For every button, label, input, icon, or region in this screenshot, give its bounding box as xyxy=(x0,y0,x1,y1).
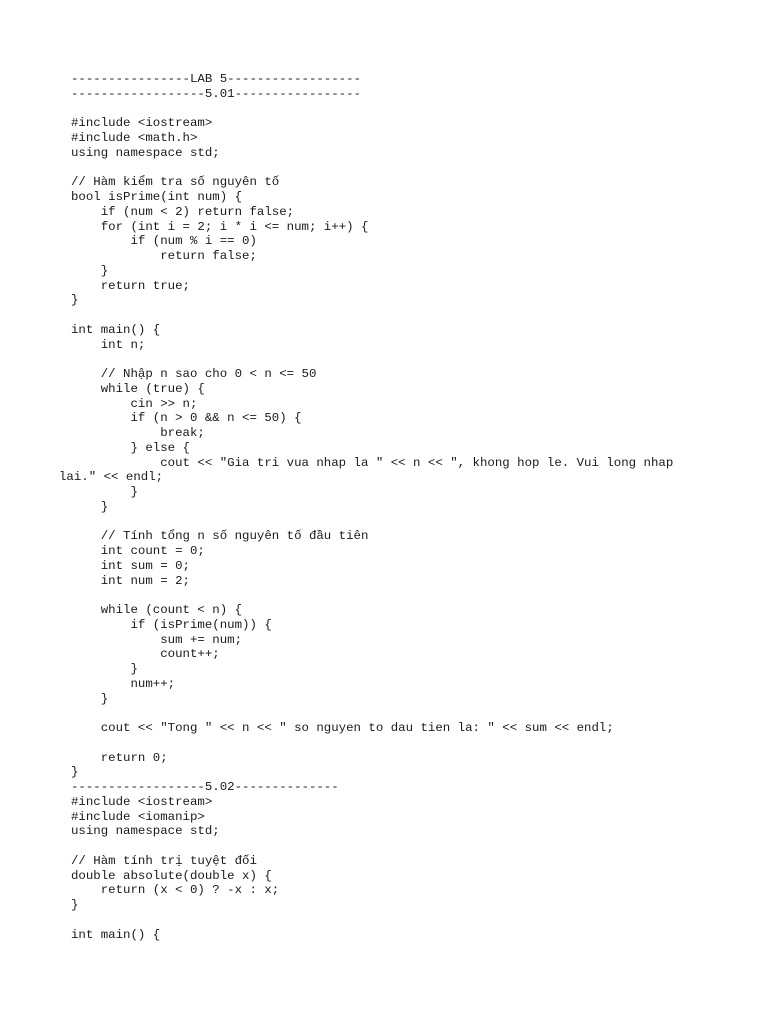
code-line: break; xyxy=(71,426,205,440)
code-line: if (num < 2) return false; xyxy=(71,204,295,219)
code-line: #include <math.h> xyxy=(71,131,198,145)
code-line: // Tính tổng n số nguyên tố đầu tiên xyxy=(71,529,369,544)
code-line: double absolute(double x) { xyxy=(71,868,272,883)
code-line: while (true) { xyxy=(71,381,205,396)
code-line: } xyxy=(71,898,79,912)
code-line: cout << "Gia tri vua nhap la " << n << ", khong hop le. Vui long nhap xyxy=(71,455,674,470)
code-line xyxy=(71,308,673,323)
code-line xyxy=(71,515,673,530)
code-line: using namespace std; xyxy=(71,145,220,160)
code-line: return true; xyxy=(71,278,190,293)
code-line xyxy=(71,706,673,721)
code-line: // Hàm tính trị tuyệt đối xyxy=(71,853,257,868)
code-line: #include <iostream> xyxy=(71,794,213,809)
code-line: int main() { xyxy=(71,322,161,337)
code-line: for (int i = 2; i * i <= num; i++) { xyxy=(71,219,369,234)
code-line: } xyxy=(71,499,109,514)
code-listing xyxy=(59,72,674,942)
code-line xyxy=(71,102,673,117)
code-line xyxy=(71,161,673,176)
code-line: } else { xyxy=(71,440,190,455)
code-line: // Hàm kiểm tra số nguyên tố xyxy=(71,175,280,190)
code-line: } xyxy=(71,293,79,308)
code-line: num++; xyxy=(71,676,176,691)
code-line xyxy=(71,913,673,928)
code-line: bool isPrime(int num) { xyxy=(71,190,243,204)
code-line: } xyxy=(71,485,138,499)
code-line: while (count < n) { xyxy=(71,603,243,617)
code-line: int sum = 0; xyxy=(71,558,190,573)
code-line: } xyxy=(71,662,138,676)
code-line: return 0; xyxy=(71,750,168,765)
code-line: lai." << endl; xyxy=(59,470,164,485)
code-line: if (isPrime(num)) { xyxy=(71,617,272,632)
code-line: } xyxy=(71,691,109,706)
code-line: cout << "Tong " << n << " so nguyen to dau tien la: " << sum << endl; xyxy=(71,721,614,735)
code-line xyxy=(71,588,673,603)
code-line: return false; xyxy=(71,249,257,263)
code-line xyxy=(71,352,673,367)
code-line: int n; xyxy=(71,337,146,352)
code-line xyxy=(71,839,673,854)
code-line: ----------------LAB 5------------------ xyxy=(71,72,361,86)
code-line: count++; xyxy=(71,647,220,662)
code-line: if (num % i == 0) xyxy=(71,234,257,249)
code-line: if (n > 0 && n <= 50) { xyxy=(71,411,302,426)
code-line: cin >> n; xyxy=(71,396,198,411)
code-line: // Nhập n sao cho 0 < n <= 50 xyxy=(71,367,317,381)
code-line: } xyxy=(71,263,109,278)
code-line: int num = 2; xyxy=(71,573,190,588)
code-line: #include <iomanip> xyxy=(71,809,205,824)
code-line: int count = 0; xyxy=(71,544,205,558)
code-line: ------------------5.02-------------- xyxy=(71,780,339,794)
code-line xyxy=(71,736,673,751)
code-line: int main() { xyxy=(71,927,161,942)
code-line: sum += num; xyxy=(71,632,243,647)
code-line: using namespace std; xyxy=(71,824,220,839)
code-line: #include <iostream> xyxy=(71,116,213,131)
code-line: ------------------5.01----------------- xyxy=(71,86,361,101)
code-line: return (x < 0) ? -x : x; xyxy=(71,883,280,898)
code-line: } xyxy=(71,765,79,780)
